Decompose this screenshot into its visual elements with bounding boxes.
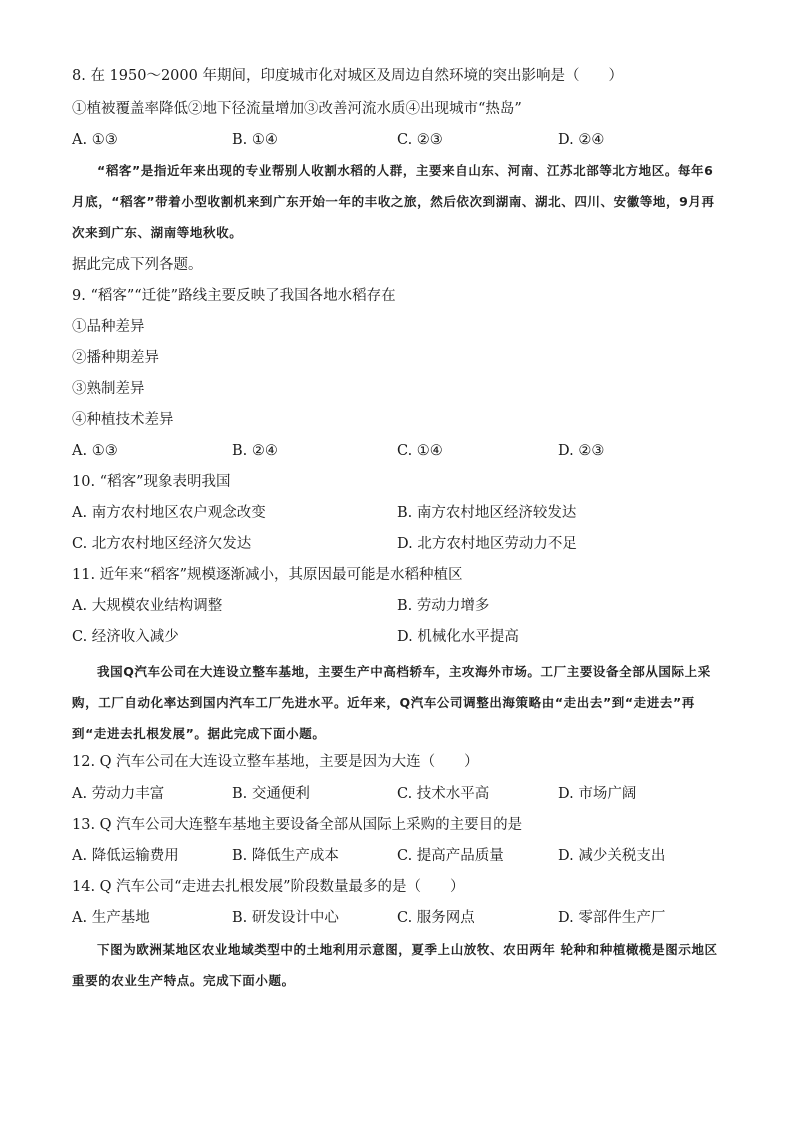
option-c: C. 提高产品质量 xyxy=(397,848,504,864)
question-14-options xyxy=(72,908,712,928)
question-10-options-row-1 xyxy=(72,503,712,523)
question-9-stem: 9. “稻客”“迁徙”路线主要反映了我国各地水稻存在 xyxy=(72,288,396,304)
option-c: C. 经济收入减少 xyxy=(72,629,179,645)
question-13-options xyxy=(72,846,712,866)
option-a: A. 劳动力丰富 xyxy=(72,786,165,802)
question-8-options xyxy=(72,130,712,150)
question-11-options-row-2 xyxy=(72,627,712,647)
question-9-item-3: ③熟制差异 xyxy=(72,381,145,397)
option-d: D. ②③ xyxy=(558,443,605,459)
option-a: A. 大规模农业结构调整 xyxy=(72,598,223,614)
question-13-stem: 13. Q 汽车公司大连整车基地主要设备全部从国际上采购的主要目的是 xyxy=(72,817,523,833)
option-b: B. ②④ xyxy=(232,443,278,459)
question-9-item-1: ①品种差异 xyxy=(72,319,145,335)
question-10-options-row-2 xyxy=(72,534,712,554)
option-a: A. 生产基地 xyxy=(72,910,150,926)
question-12-stem: 12. Q 汽车公司在大连设立整车基地，主要是因为大连（ ） xyxy=(72,754,479,770)
question-14-stem: 14. Q 汽车公司“走进去扎根发展”阶段数量最多的是（ ） xyxy=(72,879,465,895)
question-9-options xyxy=(72,441,712,461)
option-d: D. ②④ xyxy=(558,132,605,148)
option-d: D. 市场广阔 xyxy=(558,786,637,802)
option-c: C. ②③ xyxy=(397,132,443,148)
reading-passage-european-agriculture: 下图为欧洲某地区农业地域类型中的土地利用示意图，夏季上山放牧、农田两年 轮种和种植橄榄是图示地区重要的农业生产特点。完成下面小题。 xyxy=(72,942,718,988)
question-11-stem: 11. 近年来“稻客”规模逐渐减小，其原因最可能是水稻种植区 xyxy=(72,567,463,583)
option-a: A. ①③ xyxy=(72,443,118,459)
passage-instruction: 据此完成下列各题。 xyxy=(72,257,203,273)
option-d: D. 北方农村地区劳动力不足 xyxy=(397,536,577,552)
option-d: D. 零部件生产厂 xyxy=(558,910,666,926)
question-8-stem: 8. 在 1950～2000 年期间，印度城市化对城区及周边自然环境的突出影响是（ ） xyxy=(72,68,623,84)
option-c: C. 北方农村地区经济欠发达 xyxy=(72,536,252,552)
reading-passage-rice-harvesters: “稻客”是指近年来出现的专业帮别人收割水稻的人群，主要来自山东、河南、江苏北部等北方地区。每年6月底，“稻客”带着小型收割机来到广东开始一年的丰收之旅，然后依次到湖南、湖北、四川、安徽等地，9月再次来到广东、湖南等地秋收。 xyxy=(72,163,715,240)
option-c: C. ①④ xyxy=(397,443,443,459)
option-b: B. 交通便利 xyxy=(232,786,310,802)
option-b: B. 南方农村地区经济较发达 xyxy=(397,505,577,521)
option-c: C. 技术水平高 xyxy=(397,786,490,802)
question-10-stem: 10. “稻客”现象表明我国 xyxy=(72,474,231,490)
option-b: B. 劳动力增多 xyxy=(397,598,490,614)
question-9-item-2: ②播种期差异 xyxy=(72,350,159,366)
question-11-options-row-1 xyxy=(72,596,712,616)
question-8-statements: ①植被覆盖率降低②地下径流量增加③改善河流水质④出现城市“热岛” xyxy=(72,101,522,117)
option-d: D. 机械化水平提高 xyxy=(397,629,519,645)
option-b: B. 研发设计中心 xyxy=(232,910,339,926)
question-12-options xyxy=(72,784,712,804)
reading-passage-car-company: 我国Q汽车公司在大连设立整车基地，主要生产中高档轿车，主攻海外市场。工厂主要设备全部从国际上采购，工厂自动化率达到国内汽车工厂先进水平。近年来，Q汽车公司调整出海策略由“走出去”到“走进去”再到“走进去扎根发展”。据此完成下面小题。 xyxy=(72,664,711,741)
question-9-item-4: ④种植技术差异 xyxy=(72,412,174,428)
option-c: C. 服务网点 xyxy=(397,910,475,926)
option-a: A. 降低运输费用 xyxy=(72,848,179,864)
option-b: B. ①④ xyxy=(232,132,278,148)
option-d: D. 减少关税支出 xyxy=(558,848,666,864)
option-a: A. ①③ xyxy=(72,132,118,148)
option-a: A. 南方农村地区农户观念改变 xyxy=(72,505,266,521)
option-b: B. 降低生产成本 xyxy=(232,848,339,864)
